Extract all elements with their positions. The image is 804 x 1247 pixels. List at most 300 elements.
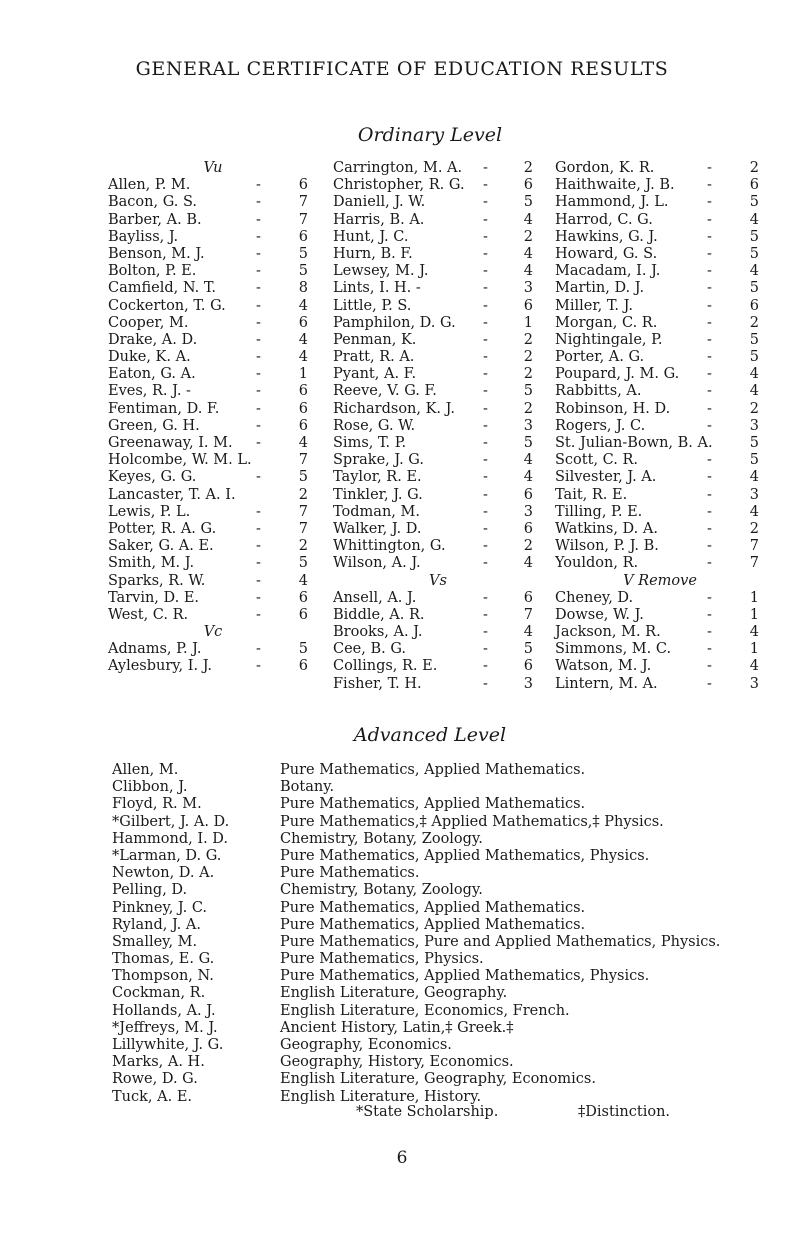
subjects-passed: Pure Mathematics.: [280, 865, 420, 882]
pass-count: 4: [749, 658, 759, 675]
advanced-result-row: [112, 831, 772, 848]
advanced-result-row: [112, 917, 772, 934]
pass-count: 4: [298, 572, 308, 589]
pass-count: 4: [523, 245, 533, 262]
leader-dash: -: [707, 658, 712, 675]
student-name: Holcombe, W. M. L.: [108, 452, 252, 469]
student-name: Cee, B. G.: [333, 641, 407, 658]
advanced-result-row: [112, 900, 772, 917]
leader-dash: -: [707, 160, 712, 176]
pass-count: 5: [523, 383, 533, 400]
form-subheading: [333, 573, 543, 590]
student-name: Howard, G. S.: [555, 245, 658, 262]
student-name: Poupard, J. M. G.: [555, 366, 680, 383]
leader-dash: -: [256, 503, 261, 520]
pass-count: 7: [298, 452, 308, 469]
result-row: [333, 315, 543, 332]
subjects-passed: Pure Mathematics, Applied Mathematics.: [280, 796, 586, 813]
pass-count: 7: [298, 503, 308, 520]
pass-count: 2: [523, 160, 533, 176]
student-name: Collings, R. E.: [333, 658, 438, 675]
leader-dash: -: [707, 417, 712, 434]
result-row: [555, 555, 765, 572]
leader-dash: -: [483, 641, 488, 658]
result-row: [333, 590, 543, 607]
student-name: Morgan, C. R.: [555, 314, 658, 331]
student-name: West, C. R.: [108, 606, 189, 623]
student-name: Cooper, M.: [108, 314, 189, 331]
student-name: Hawkins, G. J.: [555, 228, 658, 245]
result-row: [333, 401, 543, 418]
advanced-level-heading: Advanced Level: [353, 724, 507, 746]
result-row: [555, 263, 765, 280]
pass-count: 5: [523, 641, 533, 658]
pass-count: 7: [749, 555, 759, 572]
subjects-passed: English Literature, Geography, Economics.: [280, 1071, 596, 1088]
student-name: Hollands, A. J.: [112, 1002, 216, 1019]
student-name: Clibbon, J.: [112, 779, 188, 796]
subjects-passed: Geography, Economics.: [280, 1037, 452, 1053]
result-row: [108, 487, 318, 504]
result-row: [555, 194, 765, 211]
result-row: [333, 349, 543, 366]
form-subheading: [555, 573, 765, 590]
result-row: [555, 624, 765, 641]
result-row: [555, 504, 765, 521]
pass-count: 3: [523, 503, 533, 520]
leader-dash: -: [707, 228, 712, 245]
pass-count: 4: [298, 349, 308, 366]
leader-dash: -: [483, 297, 488, 314]
result-row: [555, 452, 765, 469]
student-name: Lewis, P. L.: [108, 503, 191, 520]
student-name: Whittington, G.: [333, 538, 446, 555]
result-row: [108, 504, 318, 521]
leader-dash: -: [707, 400, 712, 417]
result-row: [555, 418, 765, 435]
leader-dash: -: [256, 572, 261, 589]
student-name: St. Julian-Bown, B. A.: [555, 435, 713, 451]
student-name: Cockman, R.: [112, 985, 206, 1002]
leader-dash: -: [483, 211, 488, 228]
advanced-result-row: [112, 762, 772, 779]
page-title: GENERAL CERTIFICATE OF EDUCATION RESULTS: [135, 58, 669, 80]
pass-count: 2: [749, 520, 759, 537]
result-row: [333, 280, 543, 297]
student-name: Lintern, M. A.: [555, 675, 658, 692]
pass-count: 8: [298, 280, 308, 297]
leader-dash: -: [483, 675, 488, 692]
leader-dash: -: [483, 383, 488, 400]
advanced-result-row: [112, 1071, 772, 1088]
form-subheading-label: Vu: [203, 160, 223, 176]
result-row: [108, 263, 318, 280]
student-name: Martin, D. J.: [555, 280, 645, 297]
student-name: Todman, M.: [333, 503, 420, 520]
result-row: [333, 658, 543, 675]
student-name: Ryland, J. A.: [112, 916, 201, 933]
pass-count: 6: [749, 177, 759, 194]
student-name: Haithwaite, J. B.: [555, 177, 675, 194]
pass-count: 4: [749, 211, 759, 228]
result-row: [333, 624, 543, 641]
pass-count: 7: [298, 194, 308, 211]
advanced-result-row: [112, 814, 772, 831]
leader-dash: -: [256, 245, 261, 262]
student-name: Macadam, I. J.: [555, 263, 661, 280]
pass-count: 3: [749, 417, 759, 434]
pass-count: 2: [523, 228, 533, 245]
student-name: Fisher, T. H.: [333, 675, 422, 692]
student-name: Allen, M.: [112, 762, 179, 778]
advanced-result-row: [112, 865, 772, 882]
result-row: [333, 246, 543, 263]
leader-dash: -: [256, 520, 261, 537]
student-name: Tait, R. E.: [555, 486, 628, 503]
leader-dash: -: [483, 400, 488, 417]
result-row: [555, 538, 765, 555]
form-subheading-label: V Remove: [623, 572, 697, 589]
student-name: Bolton, P. E.: [108, 263, 197, 280]
pass-count: 1: [749, 589, 759, 606]
result-row: [108, 573, 318, 590]
leader-dash: -: [483, 555, 488, 572]
pass-count: 5: [749, 280, 759, 297]
pass-count: 6: [298, 314, 308, 331]
student-name: Jackson, M. R.: [555, 624, 661, 641]
result-row: [555, 212, 765, 229]
leader-dash: -: [707, 211, 712, 228]
leader-dash: -: [707, 589, 712, 606]
leader-dash: -: [483, 589, 488, 606]
student-name: *Larman, D. G.: [112, 847, 222, 864]
pass-count: 6: [523, 297, 533, 314]
result-row: [555, 366, 765, 383]
result-row: [555, 676, 765, 693]
pass-count: 5: [523, 435, 533, 451]
footnote-distinction: ‡Distinction.: [578, 1104, 671, 1120]
leader-dash: -: [256, 589, 261, 606]
student-name: Sprake, J. G.: [333, 452, 424, 469]
leader-dash: -: [483, 331, 488, 348]
result-row: [555, 401, 765, 418]
subjects-passed: English Literature, History.: [280, 1088, 482, 1105]
student-name: Cheney, D.: [555, 589, 634, 606]
leader-dash: -: [256, 349, 261, 366]
result-row: [108, 280, 318, 297]
subjects-passed: Pure Mathematics, Applied Mathematics, Physics.: [280, 968, 650, 985]
leader-dash: -: [256, 297, 261, 314]
leader-dash: -: [256, 538, 261, 555]
student-name: Cockerton, T. G.: [108, 297, 226, 314]
student-name: *Gilbert, J. A. D.: [112, 813, 230, 830]
student-name: Christopher, R. G.: [333, 177, 465, 194]
result-row: [108, 418, 318, 435]
leader-dash: -: [707, 366, 712, 383]
result-row: [555, 160, 765, 177]
result-row: [333, 298, 543, 315]
result-row: [333, 504, 543, 521]
leader-dash: -: [483, 503, 488, 520]
result-row: [555, 383, 765, 400]
advanced-result-row: [112, 1037, 772, 1054]
leader-dash: -: [483, 538, 488, 555]
advanced-result-row: [112, 934, 772, 951]
form-subheading-label: Vc: [203, 624, 223, 641]
student-name: Thompson, N.: [112, 968, 214, 985]
result-row: [333, 487, 543, 504]
subjects-passed: Chemistry, Botany, Zoology.: [280, 830, 483, 847]
result-row: [108, 298, 318, 315]
subjects-passed: Pure Mathematics, Applied Mathematics.: [280, 899, 586, 916]
student-name: Tuck, A. E.: [112, 1088, 193, 1105]
student-name: Potter, R. A. G.: [108, 520, 217, 537]
pass-count: 5: [749, 245, 759, 262]
pass-count: 6: [523, 177, 533, 194]
result-row: [108, 452, 318, 469]
student-name: Watkins, D. A.: [555, 520, 658, 537]
leader-dash: -: [483, 349, 488, 366]
leader-dash: -: [256, 555, 261, 572]
result-row: [108, 332, 318, 349]
leader-dash: -: [483, 435, 488, 451]
pass-count: 3: [523, 417, 533, 434]
pass-count: 7: [523, 606, 533, 623]
student-name: Bayliss, J.: [108, 228, 179, 245]
leader-dash: -: [707, 263, 712, 280]
result-row: [333, 332, 543, 349]
subjects-passed: Pure Mathematics, Applied Mathematics, Physics.: [280, 847, 650, 864]
leader-dash: -: [256, 400, 261, 417]
student-name: Tilling, P. E.: [555, 503, 643, 520]
student-name: Youldon, R.: [555, 555, 639, 572]
leader-dash: -: [707, 606, 712, 623]
result-row: [108, 607, 318, 624]
result-row: [108, 229, 318, 246]
result-row: [108, 435, 318, 452]
result-row: [333, 194, 543, 211]
student-name: Ansell, A. J.: [333, 589, 417, 606]
leader-dash: -: [256, 228, 261, 245]
result-row: [555, 246, 765, 263]
pass-count: 2: [523, 331, 533, 348]
student-name: Lancaster, T. A. I.: [108, 486, 236, 503]
student-name: Camfield, N. T.: [108, 280, 217, 297]
result-row: [333, 452, 543, 469]
leader-dash: -: [707, 641, 712, 658]
pass-count: 4: [749, 624, 759, 641]
student-name: Wilson, A. J.: [333, 555, 421, 572]
student-name: Brooks, A. J.: [333, 624, 423, 641]
pass-count: 2: [749, 400, 759, 417]
leader-dash: -: [256, 280, 261, 297]
result-row: [333, 366, 543, 383]
pass-count: 2: [298, 486, 308, 503]
student-name: Rowe, D. G.: [112, 1071, 198, 1088]
pass-count: 7: [298, 520, 308, 537]
leader-dash: -: [707, 297, 712, 314]
result-row: [555, 521, 765, 538]
result-row: [555, 332, 765, 349]
student-name: Wilson, P. J. B.: [555, 538, 659, 555]
advanced-result-row: [112, 779, 772, 796]
result-row: [333, 676, 543, 693]
student-name: Sims, T. P.: [333, 435, 407, 451]
student-name: Reeve, V. G. F.: [333, 383, 437, 400]
student-name: Pratt, R. A.: [333, 349, 415, 366]
result-row: [108, 366, 318, 383]
leader-dash: -: [483, 486, 488, 503]
student-name: Simmons, M. C.: [555, 641, 672, 658]
result-row: [108, 246, 318, 263]
pass-count: 5: [749, 349, 759, 366]
pass-count: 4: [749, 469, 759, 486]
pass-count: 6: [523, 589, 533, 606]
result-row: [333, 229, 543, 246]
subjects-passed: Chemistry, Botany, Zoology.: [280, 882, 483, 899]
pass-count: 6: [523, 658, 533, 675]
student-name: Hammond, J. L.: [555, 194, 669, 211]
form-subheading: [108, 160, 318, 177]
pass-count: 4: [523, 624, 533, 641]
student-name: Saker, G. A. E.: [108, 538, 214, 555]
subjects-passed: Pure Mathematics, Applied Mathematics.: [280, 916, 586, 933]
leader-dash: -: [256, 641, 261, 658]
leader-dash: -: [707, 469, 712, 486]
leader-dash: -: [483, 606, 488, 623]
student-name: Dowse, W. J.: [555, 606, 644, 623]
leader-dash: -: [707, 624, 712, 641]
pass-count: 6: [298, 228, 308, 245]
student-name: Aylesbury, I. J.: [108, 658, 213, 675]
result-row: [555, 280, 765, 297]
leader-dash: -: [483, 194, 488, 211]
pass-count: 5: [749, 228, 759, 245]
leader-dash: -: [483, 658, 488, 675]
leader-dash: -: [707, 503, 712, 520]
leader-dash: -: [256, 211, 261, 228]
leader-dash: -: [256, 435, 261, 451]
pass-count: 6: [749, 297, 759, 314]
result-row: [108, 521, 318, 538]
subjects-passed: Pure Mathematics, Applied Mathematics.: [280, 762, 586, 778]
leader-dash: -: [256, 194, 261, 211]
student-name: Daniell, J. W.: [333, 194, 426, 211]
student-name: Lewsey, M. J.: [333, 263, 429, 280]
student-name: Thomas, E. G.: [112, 951, 215, 968]
leader-dash: -: [483, 314, 488, 331]
leader-dash: -: [707, 675, 712, 692]
pass-count: 4: [749, 366, 759, 383]
leader-dash: -: [256, 366, 261, 383]
pass-count: 5: [298, 245, 308, 262]
leader-dash: -: [256, 177, 261, 194]
pass-count: 2: [523, 400, 533, 417]
result-row: [333, 538, 543, 555]
pass-count: 7: [298, 211, 308, 228]
student-name: Rabbitts, A.: [555, 383, 642, 400]
pass-count: 5: [749, 331, 759, 348]
result-row: [333, 418, 543, 435]
result-row: [108, 383, 318, 400]
leader-dash: -: [707, 486, 712, 503]
student-name: Taylor, R. E.: [333, 469, 422, 486]
ordinary-column-3: [555, 160, 765, 693]
form-subheading: [108, 624, 318, 641]
student-name: Pelling, D.: [112, 882, 188, 899]
leader-dash: -: [707, 245, 712, 262]
subjects-passed: Pure Mathematics, Pure and Applied Mathematics, Physics.: [280, 933, 721, 950]
result-row: [555, 349, 765, 366]
student-name: Porter, A. G.: [555, 349, 645, 366]
advanced-result-row: [112, 968, 772, 985]
advanced-result-row: [112, 796, 772, 813]
result-row: [333, 641, 543, 658]
pass-count: 4: [523, 555, 533, 572]
result-row: [333, 469, 543, 486]
pass-count: 5: [298, 641, 308, 658]
result-row: [108, 469, 318, 486]
advanced-result-row: [112, 1054, 772, 1071]
student-name: Lints, I. H. -: [333, 280, 421, 297]
student-name: Eaton, G. A.: [108, 366, 196, 383]
form-subheading-label: Vs: [429, 572, 447, 589]
student-name: Scott, C. R.: [555, 452, 638, 469]
result-row: [555, 177, 765, 194]
pass-count: 6: [298, 589, 308, 606]
student-name: Hammond, I. D.: [112, 830, 229, 847]
advanced-result-row: [112, 882, 772, 899]
pass-count: 5: [749, 435, 759, 451]
student-name: Barber, A. B.: [108, 211, 202, 228]
ordinary-column-1: [108, 160, 318, 676]
advanced-result-row: [112, 1020, 772, 1037]
leader-dash: -: [707, 331, 712, 348]
student-name: Duke, K. A.: [108, 349, 191, 366]
leader-dash: -: [256, 383, 261, 400]
result-row: [333, 607, 543, 624]
student-name: *Jeffreys, M. J.: [112, 1019, 218, 1036]
student-name: Carrington, M. A.: [333, 160, 463, 176]
result-row: [108, 641, 318, 658]
result-row: [108, 401, 318, 418]
pass-count: 1: [749, 606, 759, 623]
pass-count: 6: [298, 383, 308, 400]
student-name: Silvester, J. A.: [555, 469, 657, 486]
pass-count: 2: [298, 538, 308, 555]
leader-dash: -: [707, 538, 712, 555]
leader-dash: -: [256, 658, 261, 675]
leader-dash: -: [707, 194, 712, 211]
leader-dash: -: [483, 469, 488, 486]
result-row: [108, 315, 318, 332]
pass-count: 3: [749, 486, 759, 503]
pass-count: 4: [749, 503, 759, 520]
subjects-passed: Pure Mathematics, Physics.: [280, 951, 484, 968]
ordinary-level-heading: Ordinary Level: [357, 124, 503, 146]
advanced-result-row: [112, 1003, 772, 1020]
leader-dash: -: [483, 228, 488, 245]
pass-count: 3: [523, 675, 533, 692]
student-name: Penman, K.: [333, 331, 417, 348]
pass-count: 1: [523, 314, 533, 331]
result-row: [555, 607, 765, 624]
pass-count: 6: [298, 417, 308, 434]
leader-dash: -: [483, 417, 488, 434]
student-name: Richardson, K. J.: [333, 400, 455, 417]
advanced-result-row: [112, 951, 772, 968]
student-name: Biddle, A. R.: [333, 606, 425, 623]
